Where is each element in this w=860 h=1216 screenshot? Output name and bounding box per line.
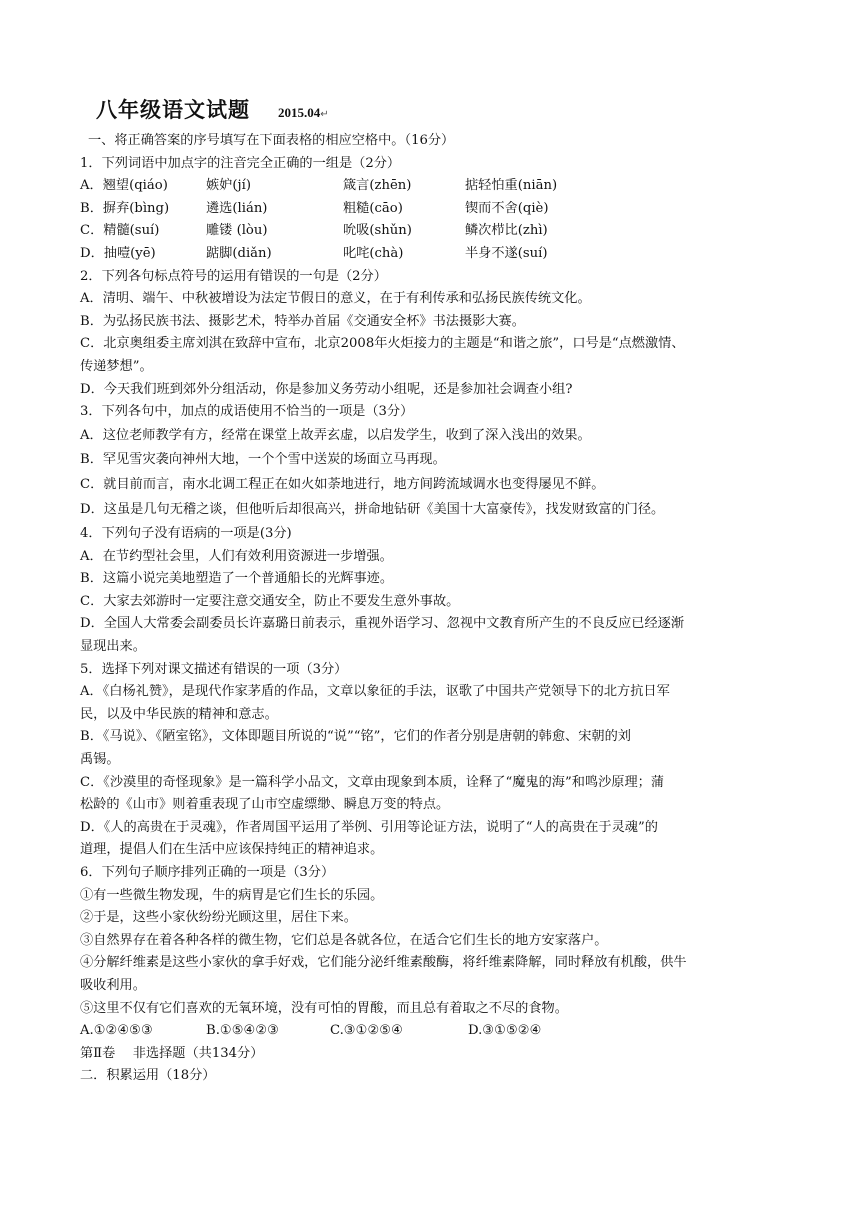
q3-stem: 3．下列各句中，加点的成语使用不恰当的一项是（3分）: [80, 404, 414, 420]
q6-option-a: A.①②④⑤③: [80, 1023, 153, 1039]
q6-sentence-4-line2: 吸收利用。: [80, 977, 146, 993]
q2-option-c-line2: 传递梦想”。: [80, 358, 153, 374]
header: [96, 94, 329, 128]
q1-b-2: 遴选(lián): [206, 200, 268, 216]
q6-sentence-2: ②于是，这些小家伙纷纷光顾这里，居住下来。: [80, 910, 357, 926]
section1-instruction: 一、将正确答案的序号填写在下面表格的相应空格中。（16分）: [88, 133, 455, 148]
q1-c-2: 雕镂 (lòu): [206, 223, 268, 239]
q1-d-3: 叱咤(chà): [343, 245, 404, 261]
q1-option-row-b: [80, 198, 780, 221]
q1-a-4: 掂轻怕重(niān): [465, 178, 558, 194]
exam-content: [80, 130, 780, 1088]
q4-option-c: C．大家去郊游时一定要注意交通安全，防止不要发生意外事故。: [80, 593, 460, 609]
q5-stem: 5．选择下列对课文描述有错误的一项（3分）: [80, 661, 348, 677]
q6-sentence-4-line1: ④分解纤维素是这些小家伙的拿手好戏，它们能分泌纤维素酸酶，将纤维素降解，同时释放有机酸，供牛: [80, 955, 687, 971]
q1-c-4: 鳞次栉比(zhì): [465, 223, 548, 239]
q1-option-row-a: [80, 175, 780, 198]
q3-option-b: B．罕见雪灾袭向神州大地，一个个雪中送炭的场面立马再现。: [80, 452, 446, 468]
q6-option-d: D.③①⑤②④: [468, 1023, 542, 1039]
q6-stem: 6．下列句子顺序排列正确的一项是（3分）: [80, 865, 335, 880]
q2-option-c-line1: C．北京奥组委主席刘淇在致辞中宣布，北京2008年火炬接力的主题是“和谐之旅”，口号是“点燃激情、: [80, 336, 685, 352]
q1-stem: 1．下列词语中加点字的注音完全正确的一组是（2分）: [80, 155, 401, 171]
q4-option-d-line2: 显现出来。: [80, 639, 146, 655]
q1-option-row-d: [80, 243, 780, 266]
q6-option-b: B.①⑤④②③: [206, 1023, 279, 1039]
q4-option-d-line1: D．全国人大常委会副委员长许嘉璐日前表示，重视外语学习、忽视中文教育所产生的不良反应已经逐渐: [80, 616, 685, 632]
q4-option-a: A．在节约型社会里，人们有效利用资源进一步增强。: [80, 548, 393, 564]
q5-option-b-line1: B．《马说》、《陋室铭》，文体即题目所说的“说”“铭”，它们的作者分别是唐朝的韩愈、宋朝的刘: [80, 729, 631, 745]
q4-stem: 4．下列句子没有语病的一项是(3分): [80, 526, 292, 542]
date-text: 2015.04: [278, 105, 321, 120]
exam-title: 八年级语文试题: [96, 98, 250, 122]
q6-sentence-3: ③自然界存在着各种各样的微生物，它们总是各就各位，在适合它们生长的地方安家落户。: [80, 932, 608, 948]
q2-option-a: A．清明、端午、中秋被增设为法定节假日的意义，在于有利传承和弘扬民族传统文化。: [80, 291, 591, 307]
q3-option-a: A．这位老师教学有方，经常在课堂上故弄玄虚，以启发学生，收到了深入浅出的效果。: [80, 427, 591, 443]
section2-heading: 二．积累运用（18分）: [80, 1068, 216, 1084]
q6-options: [80, 1020, 780, 1043]
q6-sentence-5: ⑤这里不仅有它们喜欢的无氧环境，没有可怕的胃酸，而且总有着取之不尽的食物。: [80, 1000, 568, 1016]
q1-c-3: 吮吸(shǔn): [343, 223, 412, 239]
q1-b-1: B．摒弃(bìng): [80, 200, 170, 216]
q1-c-1: C．精髓(suí): [80, 223, 160, 239]
q2-option-b: B．为弘扬民族书法、摄影艺术，特举办首届《交通安全杯》书法摄影大赛。: [80, 313, 525, 329]
exam-date: [278, 105, 329, 120]
q5-option-b-line2: 禹锡。: [80, 752, 120, 768]
return-mark: ↵: [320, 109, 329, 120]
q2-stem: 2．下列各句标点符号的运用有错误的一句是（2分）: [80, 268, 387, 284]
q6-sentence-1: ①有一些微生物发现，牛的病胃是它们生长的乐园。: [80, 887, 384, 903]
q1-a-2: 嫉妒(jí): [206, 178, 251, 194]
q1-a-1: A．翘望(qiáo): [80, 178, 168, 194]
q5-option-a-line1: A．《白杨礼赞》，是现代作家茅盾的作品，文章以象征的手法，讴歌了中国共产党领导下的北方抗日军: [80, 684, 670, 700]
q1-d-1: D．抽噎(yē): [80, 245, 156, 261]
q5-option-d-line1: D．《人的高贵在于灵魂》，作者周国平运用了举例、引用等论证方法，说明了“人的高贵在于灵魂”的: [80, 819, 658, 835]
q2-option-d: D．今天我们班到郊外分组活动，你是参加义务劳动小组呢，还是参加社会调查小组?: [80, 381, 573, 397]
q1-d-2: 踮脚(diǎn): [206, 245, 272, 261]
q5-option-d-line2: 道理，提倡人们在生活中应该保持纯正的精神追求。: [80, 842, 384, 858]
q5-option-a-line2: 民，以及中华民族的精神和意志。: [80, 706, 278, 722]
q1-option-row-c: [80, 220, 780, 243]
q1-b-4: 锲而不舍(qiè): [465, 200, 549, 216]
q4-option-b: B．这篇小说完美地塑造了一个普通船长的光辉事迹。: [80, 571, 394, 587]
q1-a-3: 箴言(zhēn): [343, 178, 412, 194]
q5-option-c-line1: C．《沙漠里的奇怪现象》是一篇科学小品文，文章由现象到本质，诠释了“魔鬼的海”和鸣沙原理；蒲: [80, 774, 665, 790]
q1-b-3: 粗糙(cāo): [343, 200, 403, 216]
q3-option-d: D．这虽是几句无稽之谈，但他听后却很高兴，拼命地钻研《美国十大富豪传》，找发财致富的门径。: [80, 501, 665, 517]
q1-d-4: 半身不遂(suí): [465, 245, 548, 261]
q3-option-c: C．就目前而言，南水北调工程正在如火如荼地进行，地方间跨流域调水也变得屡见不鲜。: [80, 476, 605, 492]
q5-option-c-line2: 松龄的《山市》则着重表现了山市空虚缥缈、瞬息万变的特点。: [80, 797, 450, 813]
part2-heading: 第Ⅱ卷 非选择题（共134分）: [80, 1045, 264, 1061]
q6-option-c: C.③①②⑤④: [330, 1023, 403, 1039]
